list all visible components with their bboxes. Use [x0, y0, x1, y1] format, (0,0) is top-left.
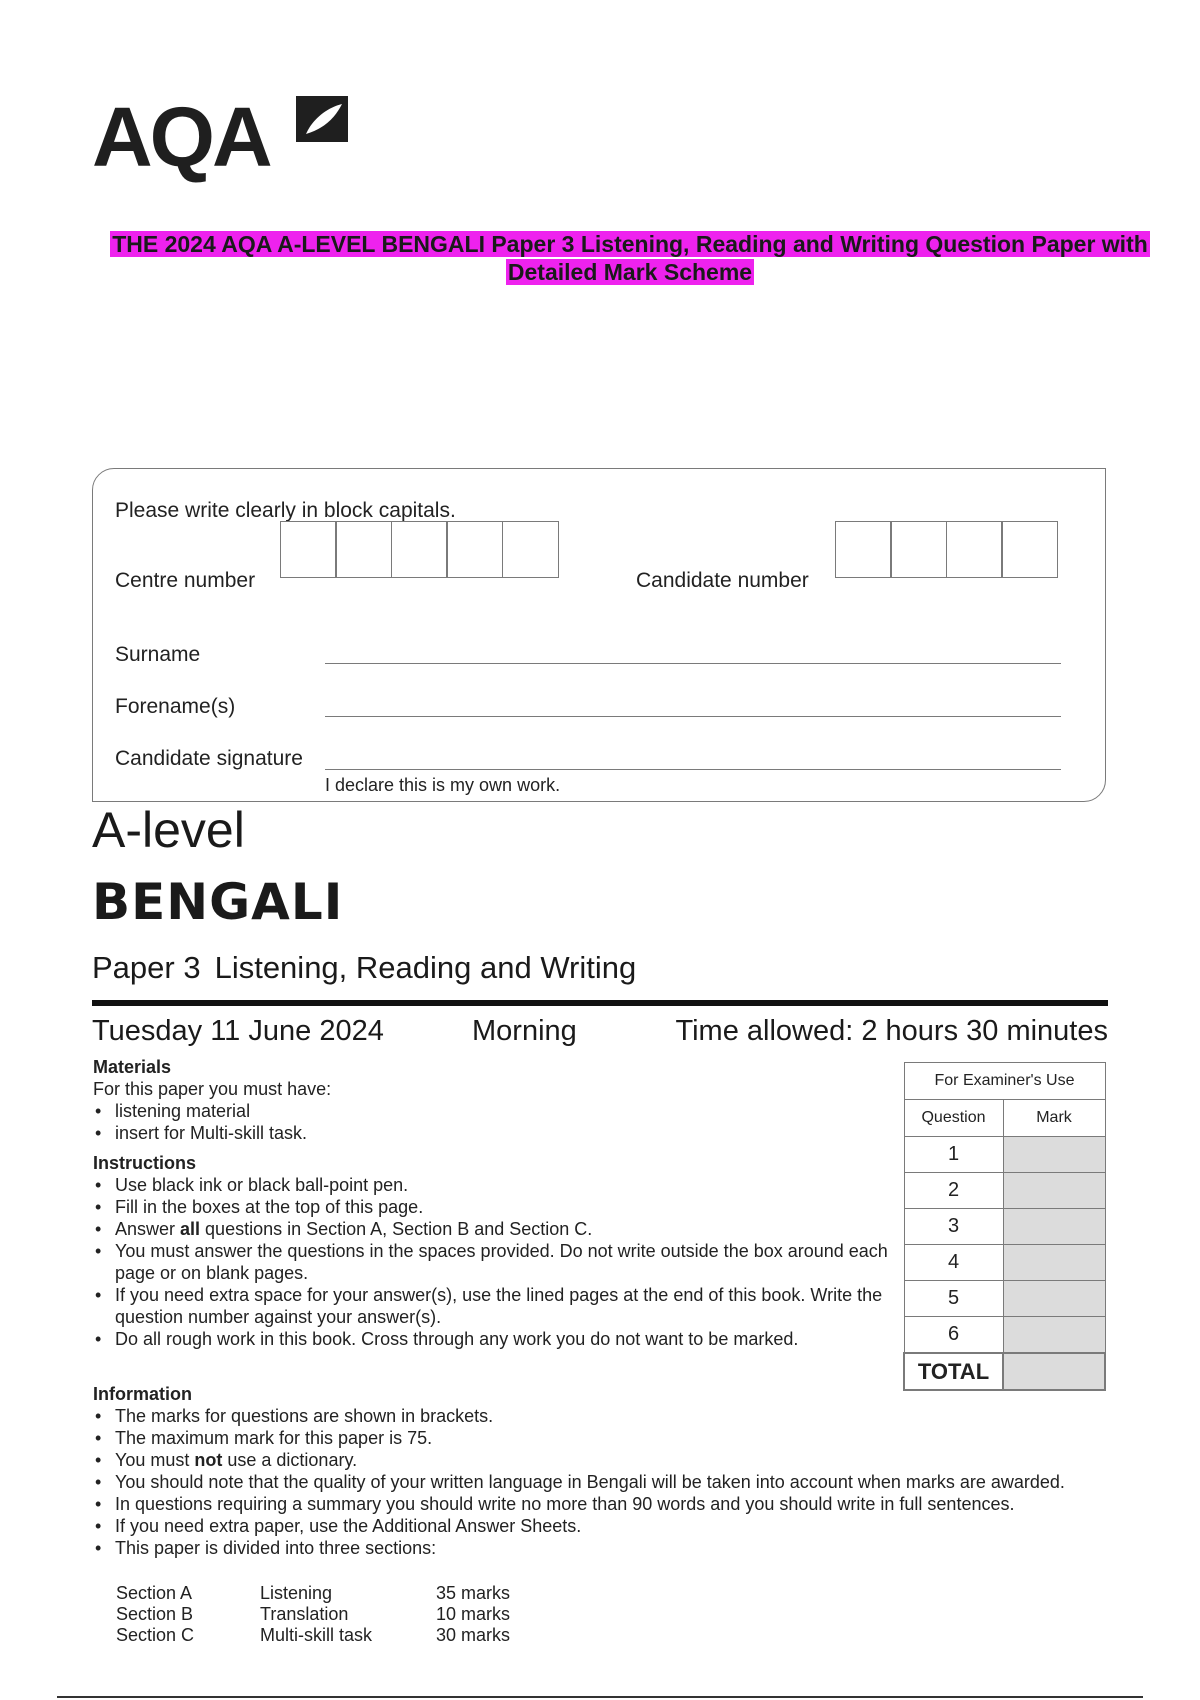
mark-cell [1003, 1137, 1105, 1173]
table-row: Section C Multi-skill task 30 marks [116, 1625, 511, 1645]
table-row: Section B Translation 10 marks [116, 1604, 511, 1624]
materials-list [93, 1100, 893, 1144]
list-item: • Do all rough work in this book. Cross through any work you do not want to be marked. [93, 1328, 815, 1350]
materials-intro: For this paper you must have: [93, 1079, 332, 1099]
candidate-number-cell[interactable] [835, 521, 892, 578]
table-row: Section A Listening 35 marks [116, 1583, 511, 1603]
page-bottom-rule [57, 1696, 1143, 1698]
question-number: 2 [904, 1173, 1003, 1209]
total-label: TOTAL [904, 1353, 1003, 1390]
question-column-header: Question [904, 1100, 1003, 1137]
surname-field[interactable] [325, 663, 1061, 664]
candidate-number-cell[interactable] [1001, 521, 1058, 578]
question-number: 6 [904, 1317, 1003, 1354]
question-number: 3 [904, 1209, 1003, 1245]
paper-title [92, 948, 636, 988]
list-item: • You must answer the questions in the spaces provided. Do not write outside the box around each page or on blank pages. [93, 1240, 895, 1284]
list-item: • You should note that the quality of your written language in Bengali will be taken into account when marks are awarded. [93, 1471, 1085, 1493]
emphasis-not: not [194, 1450, 223, 1470]
time-allowed: Time allowed: 2 hours 30 minutes [675, 1015, 1108, 1047]
declaration-text: I declare this is my own work. [325, 775, 561, 795]
centre-number-boxes[interactable] [281, 521, 559, 578]
centre-number-cell[interactable] [446, 521, 503, 578]
information-section [93, 1383, 1113, 1559]
candidate-number-cell[interactable] [946, 521, 1003, 578]
table-row [904, 1245, 1105, 1281]
list-item: • If you need extra paper, use the Additional Answer Sheets. [93, 1515, 1113, 1537]
list-item: • You must not use a dictionary. [93, 1449, 1113, 1471]
list-item: • If you need extra space for your answer(s), use the lined pages at the end of this book. Write the question number against your answer(s). [93, 1284, 905, 1328]
mark-column-header: Mark [1003, 1100, 1105, 1137]
instructions-heading: Instructions [93, 1153, 197, 1173]
total-mark-cell [1003, 1353, 1105, 1390]
logo-text: AQA [92, 90, 270, 184]
heading-rule [92, 1000, 1108, 1006]
question-number: 1 [904, 1137, 1003, 1173]
candidate-number-cell[interactable] [890, 521, 947, 578]
mark-cell [1003, 1245, 1105, 1281]
aqa-logo [92, 90, 362, 185]
candidate-number-label: Candidate number [636, 569, 809, 592]
materials-heading: Materials [93, 1057, 172, 1077]
signature-field[interactable] [325, 769, 1061, 770]
forenames-field[interactable] [325, 716, 1061, 717]
materials-section [93, 1056, 893, 1144]
list-item: • listening material [93, 1100, 893, 1122]
centre-number-cell[interactable] [335, 521, 392, 578]
instructions-section [93, 1152, 893, 1350]
table-row [904, 1173, 1105, 1209]
surname-label: Surname [115, 643, 201, 666]
total-row [904, 1353, 1105, 1390]
question-number: 4 [904, 1245, 1003, 1281]
list-item: • In questions requiring a summary you should write no more than 90 words and you should write in full sentences. [93, 1493, 1113, 1515]
exam-date: Tuesday 11 June 2024 [92, 1015, 384, 1047]
qualification-level: A-level [92, 802, 245, 858]
table-row [904, 1137, 1105, 1173]
list-item: • Answer all questions in Section A, Section B and Section C. [93, 1218, 893, 1240]
candidate-details-box [92, 468, 1106, 802]
list-item: • The maximum mark for this paper is 75. [93, 1427, 1113, 1449]
document-title: THE 2024 AQA A-LEVEL BENGALI Paper 3 Listening, Reading and Writing Question Paper with Detailed Mark Scheme [112, 231, 1148, 285]
list-item: • Fill in the boxes at the top of this page. [93, 1196, 893, 1218]
mark-cell [1003, 1281, 1105, 1317]
centre-number-cell[interactable] [280, 521, 337, 578]
examiner-use-table [903, 1062, 1106, 1391]
examiner-table-title: For Examiner's Use [904, 1063, 1105, 1100]
instructions-list [93, 1174, 893, 1350]
question-number: 5 [904, 1281, 1003, 1317]
signature-label: Candidate signature [115, 747, 303, 770]
forenames-label: Forename(s) [115, 695, 236, 718]
information-list [93, 1405, 1113, 1559]
block-capitals-instruction: Please write clearly in block capitals. [115, 499, 456, 522]
centre-number-label: Centre number [115, 569, 256, 592]
candidate-number-boxes[interactable] [836, 521, 1058, 578]
list-item: • The marks for questions are shown in brackets. [93, 1405, 1113, 1427]
list-item: • Use black ink or black ball-point pen. [93, 1174, 893, 1196]
mark-cell [1003, 1317, 1105, 1354]
logo-flag-icon [292, 90, 352, 150]
sections-table [116, 1583, 510, 1646]
information-heading: Information [93, 1384, 192, 1404]
table-row [904, 1281, 1105, 1317]
list-item: • This paper is divided into three sections: [93, 1537, 1113, 1559]
emphasis-all: all [180, 1219, 201, 1239]
subject-title: BENGALI [92, 873, 344, 931]
list-item: • insert for Multi-skill task. [93, 1122, 893, 1144]
mark-cell [1003, 1173, 1105, 1209]
mark-cell [1003, 1209, 1105, 1245]
table-row [904, 1209, 1105, 1245]
centre-number-cell[interactable] [391, 521, 448, 578]
centre-number-cell[interactable] [502, 521, 559, 578]
paper-name: Listening, Reading and Writing [214, 950, 637, 985]
table-row [904, 1317, 1105, 1354]
exam-session: Morning [472, 1015, 577, 1047]
paper-number: Paper 3 [92, 950, 201, 985]
